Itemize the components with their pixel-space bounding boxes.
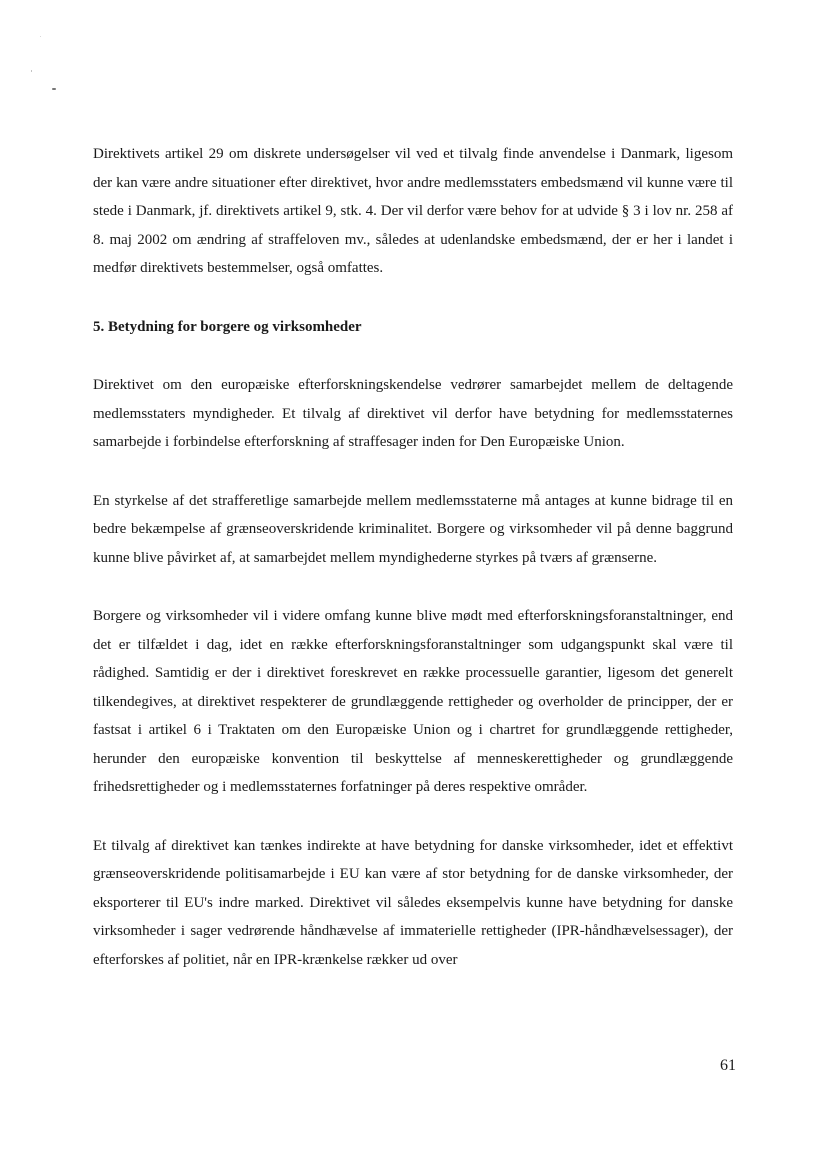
section-heading: 5. Betydning for borgere og virksomheder (93, 318, 362, 335)
scan-speck (52, 88, 56, 90)
paragraph-investigative-measures: Borgere og virksomheder vil i videre omfang kunne blive mødt med efterforskningsforanstaltninger, end det er tilfældet i dag, idet en række efterforskningsforanstaltninger som udgangspunkt skal være til rådighed. Samtidig er der i direktivet foreskrevet en række processuelle garantier, ligesom det generelt tilkendegives, at direktivet respekterer de grundlæggende rettigheder og overholder de principper, der er fastsat i artikel 6 i Traktaten om den Europæiske Union og i chartret for grundlæggende rettigheder, herunder den europæiske konvention til beskyttelse af menneskerettigheder og grundlæggende frihedsrettigheder og i medlemsstaternes forfatninger på deres respektive områder. (93, 608, 733, 795)
scan-speck (40, 36, 41, 37)
scan-speck (31, 70, 32, 72)
paragraph-discreet-investigations: Direktivets artikel 29 om diskrete undersøgelser vil ved et tilvalg finde anvendelse i Danmark, ligesom der kan være andre situationer efter direktivet, hvor andre medlemsstaters embedsmænd vil kunne være til stede i Danmark, jf. direktivets artikel 9, stk. 4. Der vil derfor være behov for at udvide § 3 i lov nr. 258 af 8. maj 2002 om ændring af straffeloven mv., således at udenlandske embedsmænd, der er her i landet i medfør direktivets bestemmelser, også omfattes. (93, 146, 733, 276)
document-body (93, 140, 733, 974)
paragraph-cooperation: Direktivet om den europæiske efterforskningskendelse vedrører samarbejdet mellem de deltagende medlemsstaters myndigheder. Et tilvalg af direktivet vil derfor have betydning for medlemsstaternes samarbejde i forbindelse efterforskning af straffesager inden for Den Europæiske Union. (93, 377, 733, 450)
page-number: 61 (720, 1057, 736, 1074)
paragraph-danish-companies: Et tilvalg af direktivet kan tænkes indirekte at have betydning for danske virksomheder, idet et effektivt grænseoverskridende politisamarbejde i EU kan være af stor betydning for de danske virksomheder, der eksporterer til EU's indre marked. Direktivet vil således eksempelvis kunne have betydning for danske virksomheder i sager vedrørende håndhævelse af immaterielle rettigheder (IPR-håndhævelsessager), der efterforskes af politiet, når en IPR-krænkelse rækker ud over (93, 837, 733, 968)
paragraph-cross-border-crime: En styrkelse af det strafferetlige samarbejde mellem medlemsstaterne må antages at kunne bidrage til en bedre bekæmpelse af grænseoverskridende kriminalitet. Borgere og virksomheder vil på denne baggrund kunne blive påvirket af, at samarbejdet mellem myndighederne styrkes på tværs af grænserne. (93, 492, 733, 566)
